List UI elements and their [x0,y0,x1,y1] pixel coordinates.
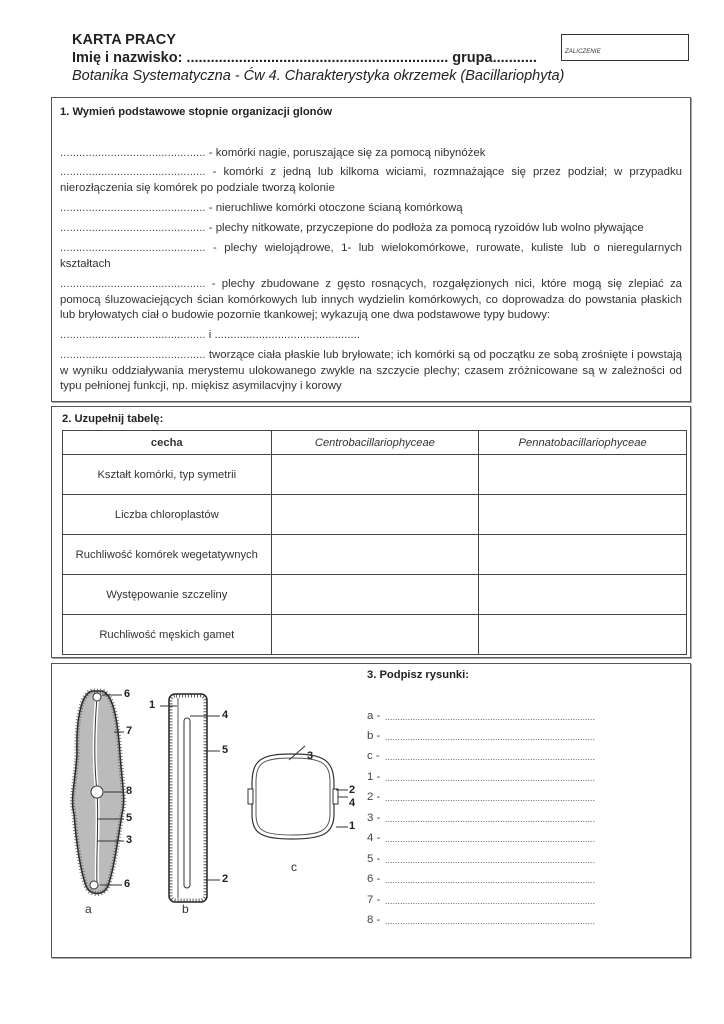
fig-a-label-5: 5 [126,812,133,824]
item-description: - plechy nitkowate, przyczepione do podłoża za pomocą ryzoidów lub wolno pływające [205,222,644,234]
answer-row-1[interactable] [367,771,677,783]
answer-row-c[interactable] [367,750,677,762]
item-description: tworzące ciała płaskie lub bryłowate; ich komórki są od początku ze sobą zrośnięte i powstają w wyniku oddziaływania merystemu ulokowanego zwykle na szczycie plechy; czasem zróżnicowane są w zależności od typu pełnionej funkcji, np. miękisz asymilacvjny i korowy [60,349,682,392]
fig-a-label-8: 8 [126,785,133,797]
table-row [63,535,687,575]
figure-a-caption: a [85,902,92,916]
fig-a-label-3: 3 [126,834,133,846]
answer-cell[interactable] [479,535,687,575]
header-pennate: Pennatobacillariophyceae [479,431,687,455]
section-1-item[interactable] [60,201,682,217]
answer-blank[interactable]: .............................................. [60,349,206,361]
fig-b-label-4: 4 [222,709,229,721]
answer-cell[interactable] [271,535,479,575]
answer-cell[interactable] [271,495,479,535]
answer-cell[interactable] [271,575,479,615]
worksheet-title: KARTA PRACY [72,32,176,48]
fig-c-label-1: 1 [349,820,356,832]
answer-blank[interactable]: .................................................................................... [385,916,596,926]
table-row [63,615,687,655]
answer-key: 8 - [367,914,381,926]
section-1-item[interactable] [60,328,682,344]
answer-key: 1 - [367,771,381,783]
answer-key: c - [367,750,380,762]
answer-row-7[interactable] [367,894,677,906]
item-description: - plechy wielojądrowe, 1- lub wielokomórkowe, rurowate, kuliste lub o nieregularnych kształtach [60,242,682,270]
section-2-box [51,406,691,658]
section-2-title: 2. Uzupełnij tabelę: [62,413,164,425]
table-row [63,455,687,495]
fig-a-label-7: 7 [126,725,133,737]
fig-b-label-2: 2 [222,873,229,885]
section-1-item[interactable] [60,146,682,162]
fig-c-label-4: 4 [349,797,356,809]
figure-b-caption: b [182,902,189,916]
fig-c-label-2: 2 [349,784,356,796]
section-1-item[interactable] [60,221,682,237]
answer-blank[interactable]: .................................................................................... [385,834,596,844]
figure-c-caption: c [291,860,297,874]
answer-blank[interactable]: .............................................. [60,222,206,234]
fig-a-label-6-top: 6 [124,688,131,700]
grade-box-label: ZALICZENIE [565,49,601,55]
item-description: - plechy zbudowane z gęsto rosnących, rozgałęzionych nici, które mogą się zlepiać za pomocą śluzowaciejących ścian komórkowych lub innych wydzielin komórkowych, co doprowadza do powstania płaskich lub bryłowatych ciał o budowie pozornie tkankowej; wykazują one dwa podstawowe typy budowy: [60,278,682,321]
answer-row-4[interactable] [367,832,677,844]
answer-row-5[interactable] [367,853,677,865]
answer-key: a - [367,710,381,722]
section-3-title: 3. Podpisz rysunki: [367,669,469,681]
comparison-table [62,430,687,655]
answer-cell[interactable] [479,615,687,655]
feature-cell: Ruchliwość męskich gamet [63,615,272,655]
answer-key: 2 - [367,791,381,803]
answer-row-6[interactable] [367,873,677,885]
answer-row-3[interactable] [367,812,677,824]
answer-key: 4 - [367,832,381,844]
figure-b-diatom-girdle-icon [160,694,220,902]
table-row [63,575,687,615]
section-1-item[interactable] [60,241,682,272]
name-group-field[interactable]: Imię i nazwisko: ................................................................. grupa........... [72,50,537,66]
answer-blank[interactable]: .............................................. [60,202,206,214]
answer-cell[interactable] [479,495,687,535]
diatom-diagram [52,664,362,954]
item-description: - nieruchliwe komórki otoczone ścianą komórkową [205,202,463,214]
feature-cell: Ruchliwość komórek wegetatywnych [63,535,272,575]
answer-blank[interactable]: .............................................. [60,147,206,159]
section-1-title: 1. Wymień podstawowe stopnie organizacji glonów [60,106,333,118]
answer-blank[interactable]: .................................................................................... [385,793,596,803]
answer-cell[interactable] [271,455,479,495]
item-description: - komórki z jedną lub kilkoma wiciami, rozmnażające się przez podział; w przypadku nierozłączenia się komórek po podziale tworzą kolonie [60,166,682,194]
answer-blank[interactable]: .............................................. [60,166,206,178]
answer-blank[interactable]: .................................................................................... [385,855,596,865]
answer-cell[interactable] [271,615,479,655]
section-3-box [51,663,691,958]
answer-cell[interactable] [479,455,687,495]
answer-row-8[interactable] [367,914,677,926]
header-centric: Centrobacillariophyceae [271,431,479,455]
fig-b-label-5: 5 [222,744,229,756]
item-description: - komórki nagie, poruszające się za pomocą nibynóżek [205,147,486,159]
answer-blank[interactable]: .................................................................................... [385,875,596,885]
feature-cell: Występowanie szczeliny [63,575,272,615]
grade-box[interactable] [561,34,689,61]
section-1-item[interactable] [60,277,682,324]
section-1-item[interactable] [60,348,682,395]
fig-c-label-3: 3 [307,750,314,762]
table-header-row [63,431,687,455]
answer-blank[interactable]: .............................................. [60,329,206,341]
answer-blank[interactable]: .................................................................................... [385,814,596,824]
answer-blank[interactable]: .................................................................................... [385,773,596,783]
answer-blank[interactable]: .................................................................................... [385,732,596,742]
item-description[interactable]: i .............................................. [205,329,361,341]
section-1-box [51,97,691,402]
answer-cell[interactable] [479,575,687,615]
header-feature: cecha [63,431,272,455]
answer-blank[interactable]: .................................................................................... [385,896,596,906]
fig-b-label-1: 1 [149,699,156,711]
feature-cell: Liczba chloroplastów [63,495,272,535]
answer-key: 7 - [367,894,381,906]
fig-a-label-6-bottom: 6 [124,878,131,890]
answer-blank[interactable]: .............................................. [60,278,206,290]
answer-key: 6 - [367,873,381,885]
answer-blank[interactable]: .............................................. [60,242,206,254]
table-row [63,495,687,535]
feature-cell: Kształt komórki, typ symetrii [63,455,272,495]
answer-row-b[interactable] [367,730,677,742]
answer-blank[interactable]: .................................................................................... [385,752,596,762]
answer-blank[interactable]: .................................................................................... [385,712,596,722]
course-subtitle: Botanika Systematyczna - Ćw 4. Charakterystyka okrzemek (Bacillariophyta) [72,68,565,84]
answer-key: b - [367,730,381,742]
answer-row-2[interactable] [367,791,677,803]
answer-key: 3 - [367,812,381,824]
answer-key: 5 - [367,853,381,865]
figure-a-diatom-valve-icon [72,691,124,894]
answer-row-a[interactable] [367,710,677,722]
section-1-item[interactable] [60,165,682,196]
figure-c-diatom-cross-section-icon [248,746,348,839]
